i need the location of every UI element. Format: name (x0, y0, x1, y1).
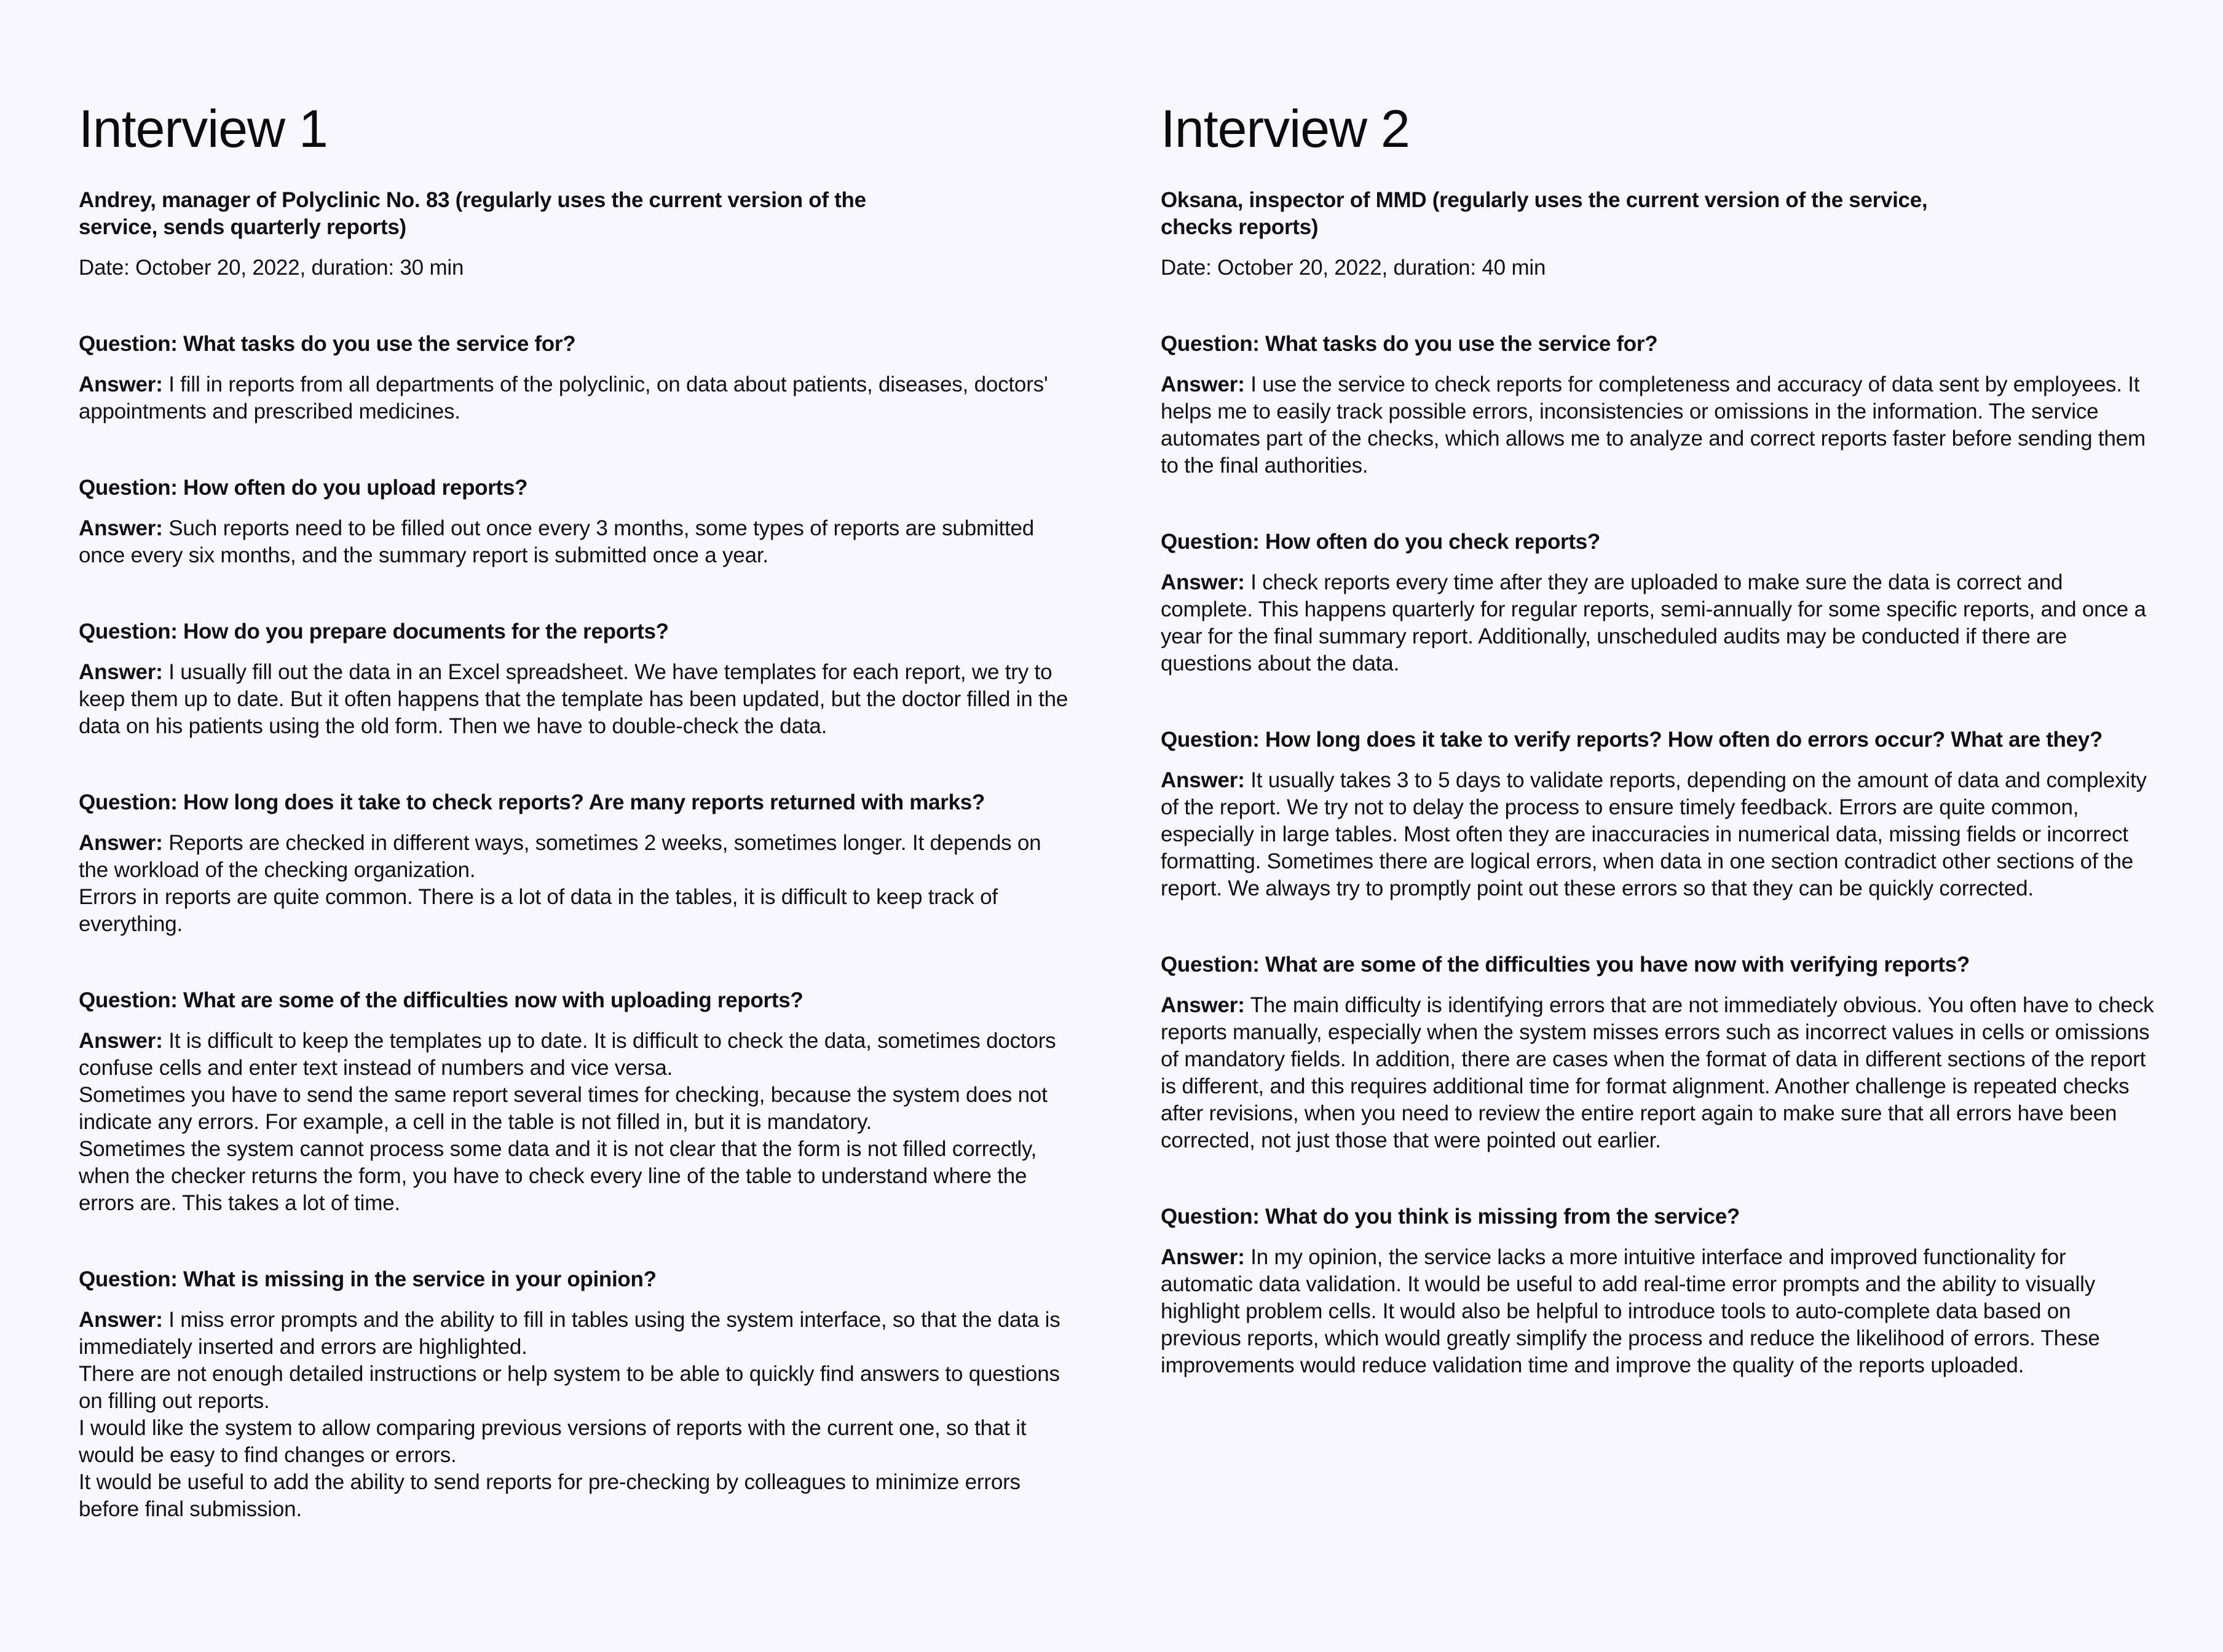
answer-body: I usually fill out the data in an Excel spreadsheet. We have templates for each report, we try to keep them up to date. But it often happens that the template has been updated, but the doctor filled in the data on his patients using the old form. Then we have to double-check the data. (79, 660, 1068, 738)
answer-body: Reports are checked in different ways, sometimes 2 weeks, sometimes longer. It depends on the workload of the checking organization. (79, 831, 1041, 882)
answer-text (79, 1028, 1075, 1217)
answer-paragraph (79, 515, 1075, 569)
answer-paragraph (1161, 767, 2157, 902)
interview-date-duration: Date: October 20, 2022, duration: 30 min (79, 256, 464, 280)
interview-title: Interview 2 (1161, 100, 1410, 159)
answer-label: Answer: (79, 660, 163, 684)
answer-body: Errors in reports are quite common. There is a lot of data in the tables, it is difficult to keep track of everything. (79, 885, 998, 936)
respondent-description: Oksana, inspector of MMD (regularly uses the current version of the service, checks reports) (1161, 188, 1928, 239)
answer-text (79, 830, 1075, 938)
answer-body: The main difficulty is identifying errors that are not immediately obvious. You often have to check reports manually, especially when the system misses errors such as incorrect values in cells or omissions of mandatory fields. In addition, there are cases when the format of data in different sections of the report is different, and this requires additional time for format alignment. Another challenge is repeated checks after revisions, when you need to review the entire report again to make sure that all errors have been corrected, not just those that were pointed out earlier. (1161, 993, 2154, 1152)
answer-body: Sometimes you have to send the same report several times for checking, because the system does not indicate any errors. For example, a cell in the table is not filled in, but it is mandatory. (79, 1083, 1048, 1134)
answer-body: There are not enough detailed instructions or help system to be able to quickly find answers to questions on filling out reports. (79, 1362, 1060, 1413)
question-text: Question: How long does it take to verify reports? How often do errors occur? What are they? (1161, 728, 2103, 752)
answer-text (1161, 371, 2157, 479)
answer-paragraph (79, 830, 1075, 884)
answer-paragraph (79, 371, 1075, 425)
answer-paragraph (1161, 992, 2157, 1154)
answer-body: I use the service to check reports for completeness and accuracy of data sent by employees. It helps me to easily track possible errors, inconsistencies or omissions in the information. The service automates part of the checks, which allows me to analyze and correct reports faster before sending them to the final authorities. (1161, 372, 2146, 478)
answer-paragraph (79, 1469, 1075, 1523)
question-text: Question: What tasks do you use the service for? (79, 332, 576, 356)
question-text: Question: How often do you upload reports? (79, 476, 528, 500)
answer-text (1161, 992, 2157, 1154)
interview-date-duration: Date: October 20, 2022, duration: 40 min (1161, 256, 1546, 280)
qa-item (79, 789, 1075, 938)
answer-label: Answer: (79, 831, 163, 855)
interview-1-column (79, 98, 1075, 1572)
answer-label: Answer: (1161, 768, 1245, 792)
answer-body: It would be useful to add the ability to send reports for pre-checking by colleagues to minimize errors before final submission. (79, 1470, 1021, 1521)
answer-label: Answer: (1161, 372, 1245, 396)
answer-paragraph (79, 1307, 1075, 1361)
question-text: Question: How long does it take to check reports? Are many reports returned with marks? (79, 790, 985, 814)
answer-paragraph (79, 1361, 1075, 1415)
qa-item (79, 331, 1075, 425)
interview-title: Interview 1 (79, 100, 328, 159)
qa-item (1161, 951, 2157, 1154)
answer-paragraph (1161, 371, 2157, 479)
question-text: Question: How do you prepare documents for the reports? (79, 620, 669, 643)
answer-paragraph (1161, 569, 2157, 677)
qa-list (1161, 331, 2157, 1379)
answer-label: Answer: (1161, 570, 1245, 594)
answer-body: In my opinion, the service lacks a more intuitive interface and improved functionality for automatic data validation. It would be useful to add real-time error prompts and the ability to visually highlight problem cells. It would also be helpful to introduce tools to auto-complete data based on previous reports, which would greatly simplify the process and reduce the likelihood of errors. These improvements would reduce validation time and improve the quality of the reports uploaded. (1161, 1245, 2100, 1377)
question-text: Question: What are some of the difficulties now with uploading reports? (79, 988, 804, 1012)
answer-label: Answer: (79, 372, 163, 396)
answer-body: It usually takes 3 to 5 days to validate reports, depending on the amount of data and complexity of the report. We try not to delay the process to ensure timely feedback. Errors are quite common, especially in large tables. Most often they are inaccuracies in numerical data, missing fields or incorrect formatting. Sometimes there are logical errors, when data in one section contradict other sections of the report. We always try to promptly point out these errors so that they can be quickly corrected. (1161, 768, 2147, 900)
answer-paragraph (79, 1136, 1075, 1217)
qa-item (1161, 331, 2157, 479)
answer-body: I miss error prompts and the ability to fill in tables using the system interface, so that the data is immediately inserted and errors are highlighted. (79, 1308, 1060, 1359)
answer-text (79, 371, 1075, 425)
question-text: Question: What tasks do you use the service for? (1161, 332, 1658, 356)
qa-item (79, 1266, 1075, 1523)
answer-body: Such reports need to be filled out once every 3 months, some types of reports are submitted once every six months, and the summary report is submitted once a year. (79, 516, 1035, 567)
qa-list (79, 331, 1075, 1523)
qa-item (79, 987, 1075, 1217)
answer-body: It is difficult to keep the templates up to date. It is difficult to check the data, sometimes doctors confuse cells and enter text instead of numbers and vice versa. (79, 1029, 1056, 1080)
question-text: Question: What is missing in the service in your opinion? (79, 1267, 657, 1291)
answer-body: Sometimes the system cannot process some data and it is not clear that the form is not filled correctly, when the checker returns the form, you have to check every line of the table to understand where the errors are. This takes a lot of time. (79, 1137, 1037, 1215)
answer-text (1161, 1244, 2157, 1379)
answer-body: I fill in reports from all departments of the polyclinic, on data about patients, diseases, doctors' appointments and prescribed medicines. (79, 372, 1048, 423)
qa-item (1161, 529, 2157, 677)
answer-label: Answer: (1161, 993, 1245, 1017)
qa-item (1161, 1203, 2157, 1379)
question-text: Question: What do you think is missing from the service? (1161, 1205, 1740, 1229)
interview-2-column (1161, 98, 2157, 1428)
qa-item (79, 618, 1075, 740)
answer-paragraph (79, 659, 1075, 740)
answer-label: Answer: (79, 516, 163, 540)
answer-label: Answer: (79, 1029, 163, 1053)
answer-text (79, 1307, 1075, 1523)
answer-text (79, 659, 1075, 740)
answer-label: Answer: (1161, 1245, 1245, 1269)
question-text: Question: What are some of the difficulties you have now with verifying reports? (1161, 953, 1970, 977)
answer-paragraph (79, 1415, 1075, 1469)
qa-item (1161, 726, 2157, 902)
question-text: Question: How often do you check reports? (1161, 530, 1600, 554)
answer-body: I would like the system to allow comparing previous versions of reports with the current one, so that it would be easy to find changes or errors. (79, 1416, 1027, 1467)
qa-item (79, 474, 1075, 569)
answer-paragraph (79, 884, 1075, 938)
answer-text (79, 515, 1075, 569)
respondent-description: Andrey, manager of Polyclinic No. 83 (regularly uses the current version of the service, sends quarterly reports) (79, 188, 866, 239)
answer-paragraph (79, 1028, 1075, 1082)
answer-label: Answer: (79, 1308, 163, 1332)
answer-text (1161, 569, 2157, 677)
answer-paragraph (1161, 1244, 2157, 1379)
answer-paragraph (79, 1082, 1075, 1136)
answer-body: I check reports every time after they are uploaded to make sure the data is correct and complete. This happens quarterly for regular reports, semi-annually for some specific reports, and once a year for the final summary report. Additionally, unscheduled audits may be conducted if there are questions about the data. (1161, 570, 2146, 675)
answer-text (1161, 767, 2157, 902)
